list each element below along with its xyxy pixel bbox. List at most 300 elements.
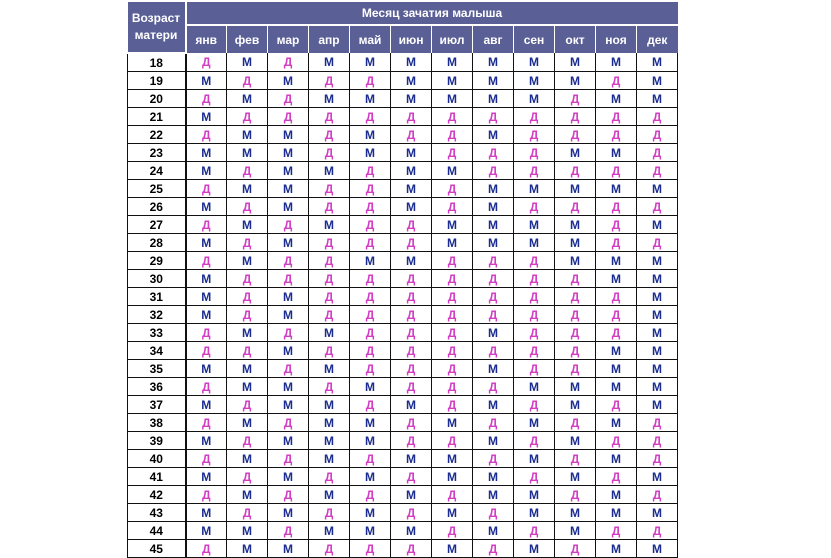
girl-cell: Д (268, 53, 309, 72)
girl-cell: Д (473, 342, 514, 360)
girl-cell: Д (350, 108, 391, 126)
girl-cell: Д (350, 360, 391, 378)
table-row (128, 162, 678, 180)
girl-cell: Д (350, 162, 391, 180)
boy-cell: М (268, 342, 309, 360)
boy-cell: М (309, 396, 350, 414)
girl-cell: Д (391, 540, 432, 558)
girl-cell: Д (473, 162, 514, 180)
girl-cell: Д (350, 216, 391, 234)
boy-cell: М (227, 522, 268, 540)
boy-cell: М (637, 53, 678, 72)
boy-cell: М (432, 414, 473, 432)
girl-cell: Д (555, 414, 596, 432)
boy-cell: М (596, 180, 637, 198)
table-row (128, 234, 678, 252)
girl-cell: Д (596, 468, 637, 486)
boy-cell: М (555, 468, 596, 486)
table-row (128, 198, 678, 216)
month-header: фев (227, 25, 268, 53)
boy-cell: М (596, 53, 637, 72)
girl-cell: Д (432, 396, 473, 414)
age-cell: 36 (128, 378, 186, 396)
table-row (128, 522, 678, 540)
boy-cell: М (350, 378, 391, 396)
girl-cell: Д (350, 324, 391, 342)
boy-cell: М (186, 360, 227, 378)
boy-cell: М (555, 396, 596, 414)
boy-cell: М (309, 522, 350, 540)
table-row (128, 270, 678, 288)
girl-cell: Д (432, 432, 473, 450)
boy-cell: М (186, 288, 227, 306)
age-cell: 37 (128, 396, 186, 414)
boy-cell: М (309, 414, 350, 432)
boy-cell: М (350, 432, 391, 450)
girl-cell: Д (309, 378, 350, 396)
girl-cell: Д (186, 450, 227, 468)
girl-cell: Д (186, 540, 227, 558)
boy-cell: М (637, 90, 678, 108)
boy-cell: М (227, 90, 268, 108)
header-row-title (128, 2, 678, 25)
girl-cell: Д (350, 72, 391, 90)
table-row (128, 108, 678, 126)
girl-cell: Д (637, 432, 678, 450)
girl-cell: Д (637, 522, 678, 540)
boy-cell: М (555, 216, 596, 234)
table-row (128, 288, 678, 306)
boy-cell: М (473, 72, 514, 90)
boy-cell: М (432, 450, 473, 468)
girl-cell: Д (391, 216, 432, 234)
boy-cell: М (514, 450, 555, 468)
girl-cell: Д (350, 288, 391, 306)
girl-cell: Д (309, 306, 350, 324)
girl-cell: Д (596, 522, 637, 540)
boy-cell: М (350, 504, 391, 522)
girl-cell: Д (596, 324, 637, 342)
girl-cell: Д (227, 108, 268, 126)
table-row (128, 180, 678, 198)
boy-cell: М (268, 72, 309, 90)
girl-cell: Д (596, 72, 637, 90)
girl-cell: Д (350, 540, 391, 558)
month-header: сен (514, 25, 555, 53)
boy-cell: М (268, 378, 309, 396)
girl-cell: Д (391, 324, 432, 342)
girl-cell: Д (227, 432, 268, 450)
boy-cell: М (432, 53, 473, 72)
boy-cell: М (309, 432, 350, 450)
girl-cell: Д (596, 306, 637, 324)
girl-cell: Д (186, 378, 227, 396)
girl-cell: Д (186, 252, 227, 270)
boy-cell: М (637, 216, 678, 234)
girl-cell: Д (637, 450, 678, 468)
boy-cell: М (596, 252, 637, 270)
boy-cell: М (391, 90, 432, 108)
month-header: янв (186, 25, 227, 53)
boy-cell: М (186, 234, 227, 252)
girl-cell: Д (391, 414, 432, 432)
age-header-line2: матери (134, 28, 178, 42)
boy-cell: М (186, 198, 227, 216)
boy-cell: М (637, 270, 678, 288)
girl-cell: Д (309, 72, 350, 90)
boy-cell: М (596, 450, 637, 468)
girl-cell: Д (473, 144, 514, 162)
boy-cell: М (637, 180, 678, 198)
girl-cell: Д (309, 288, 350, 306)
boy-cell: М (473, 53, 514, 72)
girl-cell: Д (637, 198, 678, 216)
boy-cell: М (637, 504, 678, 522)
girl-cell: Д (555, 486, 596, 504)
boy-cell: М (309, 324, 350, 342)
boy-cell: М (555, 234, 596, 252)
girl-cell: Д (268, 360, 309, 378)
girl-cell: Д (391, 288, 432, 306)
boy-cell: М (350, 414, 391, 432)
girl-cell: Д (514, 144, 555, 162)
boy-cell: М (596, 270, 637, 288)
girl-cell: Д (309, 468, 350, 486)
boy-cell: М (391, 198, 432, 216)
month-header: апр (309, 25, 350, 53)
girl-cell: Д (309, 504, 350, 522)
girl-cell: Д (309, 126, 350, 144)
boy-cell: М (596, 486, 637, 504)
boy-cell: М (637, 342, 678, 360)
girl-cell: Д (432, 360, 473, 378)
boy-cell: М (227, 324, 268, 342)
table-row (128, 450, 678, 468)
girl-cell: Д (514, 198, 555, 216)
girl-cell: Д (555, 126, 596, 144)
boy-cell: М (227, 126, 268, 144)
girl-cell: Д (309, 180, 350, 198)
month-header: дек (637, 25, 678, 53)
age-cell: 28 (128, 234, 186, 252)
girl-cell: Д (432, 522, 473, 540)
boy-cell: М (432, 90, 473, 108)
girl-cell: Д (555, 270, 596, 288)
boy-cell: М (391, 486, 432, 504)
table-row (128, 252, 678, 270)
boy-cell: М (186, 72, 227, 90)
girl-cell: Д (309, 108, 350, 126)
girl-cell: Д (596, 198, 637, 216)
table-row (128, 468, 678, 486)
boy-cell: М (186, 522, 227, 540)
girl-cell: Д (268, 270, 309, 288)
boy-cell: М (596, 360, 637, 378)
age-cell: 30 (128, 270, 186, 288)
boy-cell: М (432, 216, 473, 234)
boy-cell: М (473, 180, 514, 198)
girl-cell: Д (514, 288, 555, 306)
boy-cell: М (268, 432, 309, 450)
boy-cell: М (227, 378, 268, 396)
boy-cell: М (391, 162, 432, 180)
boy-cell: М (309, 216, 350, 234)
girl-cell: Д (473, 288, 514, 306)
girl-cell: Д (514, 522, 555, 540)
boy-cell: М (309, 450, 350, 468)
girl-cell: Д (391, 342, 432, 360)
girl-cell: Д (186, 53, 227, 72)
boy-cell: М (309, 360, 350, 378)
girl-cell: Д (350, 198, 391, 216)
girl-cell: Д (555, 306, 596, 324)
age-cell: 29 (128, 252, 186, 270)
girl-cell: Д (268, 522, 309, 540)
girl-cell: Д (268, 486, 309, 504)
girl-cell: Д (432, 288, 473, 306)
girl-cell: Д (637, 108, 678, 126)
age-column-header (128, 2, 186, 53)
boy-cell: М (432, 468, 473, 486)
girl-cell: Д (432, 378, 473, 396)
girl-cell: Д (350, 486, 391, 504)
boy-cell: М (391, 522, 432, 540)
boy-cell: М (473, 522, 514, 540)
girl-cell: Д (637, 234, 678, 252)
table-row (128, 72, 678, 90)
girl-cell: Д (350, 270, 391, 288)
table-row (128, 144, 678, 162)
table-body (128, 53, 678, 558)
boy-cell: М (227, 360, 268, 378)
boy-cell: М (637, 72, 678, 90)
conception-chart-table (127, 2, 678, 558)
age-cell: 25 (128, 180, 186, 198)
girl-cell: Д (432, 198, 473, 216)
girl-cell: Д (186, 90, 227, 108)
boy-cell: М (514, 72, 555, 90)
boy-cell: М (432, 72, 473, 90)
girl-cell: Д (473, 270, 514, 288)
boy-cell: М (309, 486, 350, 504)
table-row (128, 216, 678, 234)
girl-cell: Д (637, 126, 678, 144)
age-cell: 27 (128, 216, 186, 234)
girl-cell: Д (350, 180, 391, 198)
boy-cell: М (432, 540, 473, 558)
boy-cell: М (268, 504, 309, 522)
boy-cell: М (514, 414, 555, 432)
boy-cell: М (227, 414, 268, 432)
boy-cell: М (391, 252, 432, 270)
month-group-title: Месяц зачатия малыша (186, 2, 678, 25)
boy-cell: М (186, 432, 227, 450)
boy-cell: М (186, 144, 227, 162)
boy-cell: М (555, 53, 596, 72)
girl-cell: Д (473, 252, 514, 270)
girl-cell: Д (555, 324, 596, 342)
table-row (128, 53, 678, 72)
boy-cell: М (186, 270, 227, 288)
boy-cell: М (227, 144, 268, 162)
boy-cell: М (391, 180, 432, 198)
girl-cell: Д (514, 162, 555, 180)
boy-cell: М (268, 180, 309, 198)
boy-cell: М (309, 90, 350, 108)
boy-cell: М (186, 504, 227, 522)
girl-cell: Д (391, 504, 432, 522)
boy-cell: М (555, 522, 596, 540)
table-row (128, 126, 678, 144)
boy-cell: М (596, 540, 637, 558)
girl-cell: Д (350, 396, 391, 414)
girl-cell: Д (432, 486, 473, 504)
girl-cell: Д (555, 288, 596, 306)
age-cell: 21 (128, 108, 186, 126)
boy-cell: М (637, 252, 678, 270)
age-cell: 31 (128, 288, 186, 306)
girl-cell: Д (432, 252, 473, 270)
girl-cell: Д (555, 198, 596, 216)
girl-cell: Д (186, 414, 227, 432)
boy-cell: М (637, 468, 678, 486)
boy-cell: М (473, 234, 514, 252)
boy-cell: М (473, 396, 514, 414)
boy-cell: М (432, 162, 473, 180)
table-row (128, 486, 678, 504)
age-cell: 41 (128, 468, 186, 486)
boy-cell: М (555, 180, 596, 198)
boy-cell: М (432, 234, 473, 252)
girl-cell: Д (227, 306, 268, 324)
age-cell: 22 (128, 126, 186, 144)
boy-cell: М (227, 180, 268, 198)
boy-cell: М (473, 324, 514, 342)
girl-cell: Д (555, 450, 596, 468)
boy-cell: М (391, 53, 432, 72)
girl-cell: Д (514, 342, 555, 360)
girl-cell: Д (555, 360, 596, 378)
boy-cell: М (350, 468, 391, 486)
age-header-line1: Возраст (131, 11, 181, 25)
boy-cell: М (227, 53, 268, 72)
boy-cell: М (350, 53, 391, 72)
boy-cell: М (473, 90, 514, 108)
boy-cell: М (473, 360, 514, 378)
girl-cell: Д (227, 504, 268, 522)
boy-cell: М (555, 378, 596, 396)
age-cell: 33 (128, 324, 186, 342)
month-header: июн (391, 25, 432, 53)
boy-cell: М (350, 252, 391, 270)
girl-cell: Д (268, 90, 309, 108)
month-header: май (350, 25, 391, 53)
boy-cell: М (637, 288, 678, 306)
girl-cell: Д (309, 252, 350, 270)
boy-cell: М (268, 306, 309, 324)
girl-cell: Д (637, 486, 678, 504)
boy-cell: М (186, 306, 227, 324)
age-cell: 45 (128, 540, 186, 558)
girl-cell: Д (350, 234, 391, 252)
girl-cell: Д (350, 450, 391, 468)
girl-cell: Д (514, 360, 555, 378)
girl-cell: Д (268, 450, 309, 468)
girl-cell: Д (309, 270, 350, 288)
girl-cell: Д (637, 162, 678, 180)
girl-cell: Д (432, 342, 473, 360)
boy-cell: М (514, 90, 555, 108)
girl-cell: Д (473, 414, 514, 432)
girl-cell: Д (596, 126, 637, 144)
boy-cell: М (514, 378, 555, 396)
girl-cell: Д (555, 342, 596, 360)
girl-cell: Д (432, 144, 473, 162)
girl-cell: Д (473, 378, 514, 396)
girl-cell: Д (473, 450, 514, 468)
boy-cell: М (514, 504, 555, 522)
girl-cell: Д (514, 468, 555, 486)
girl-cell: Д (514, 108, 555, 126)
boy-cell: М (391, 144, 432, 162)
girl-cell: Д (227, 288, 268, 306)
boy-cell: М (268, 162, 309, 180)
age-cell: 32 (128, 306, 186, 324)
boy-cell: М (227, 540, 268, 558)
age-cell: 26 (128, 198, 186, 216)
girl-cell: Д (432, 306, 473, 324)
girl-cell: Д (186, 342, 227, 360)
girl-cell: Д (555, 162, 596, 180)
girl-cell: Д (555, 90, 596, 108)
girl-cell: Д (186, 180, 227, 198)
girl-cell: Д (186, 126, 227, 144)
girl-cell: Д (514, 252, 555, 270)
boy-cell: М (432, 504, 473, 522)
age-cell: 18 (128, 53, 186, 72)
boy-cell: М (514, 234, 555, 252)
girl-cell: Д (186, 486, 227, 504)
boy-cell: М (268, 468, 309, 486)
boy-cell: М (268, 288, 309, 306)
boy-cell: М (350, 144, 391, 162)
boy-cell: М (473, 216, 514, 234)
girl-cell: Д (309, 198, 350, 216)
boy-cell: М (186, 162, 227, 180)
boy-cell: М (514, 180, 555, 198)
girl-cell: Д (268, 414, 309, 432)
girl-cell: Д (391, 306, 432, 324)
boy-cell: М (555, 72, 596, 90)
boy-cell: М (555, 504, 596, 522)
girl-cell: Д (473, 504, 514, 522)
girl-cell: Д (514, 126, 555, 144)
girl-cell: Д (514, 432, 555, 450)
boy-cell: М (391, 72, 432, 90)
girl-cell: Д (596, 234, 637, 252)
girl-cell: Д (227, 342, 268, 360)
girl-cell: Д (596, 288, 637, 306)
boy-cell: М (309, 162, 350, 180)
boy-cell: М (268, 396, 309, 414)
boy-cell: М (637, 540, 678, 558)
girl-cell: Д (268, 108, 309, 126)
boy-cell: М (186, 396, 227, 414)
girl-cell: Д (350, 306, 391, 324)
girl-cell: Д (596, 216, 637, 234)
girl-cell: Д (473, 540, 514, 558)
girl-cell: Д (514, 270, 555, 288)
